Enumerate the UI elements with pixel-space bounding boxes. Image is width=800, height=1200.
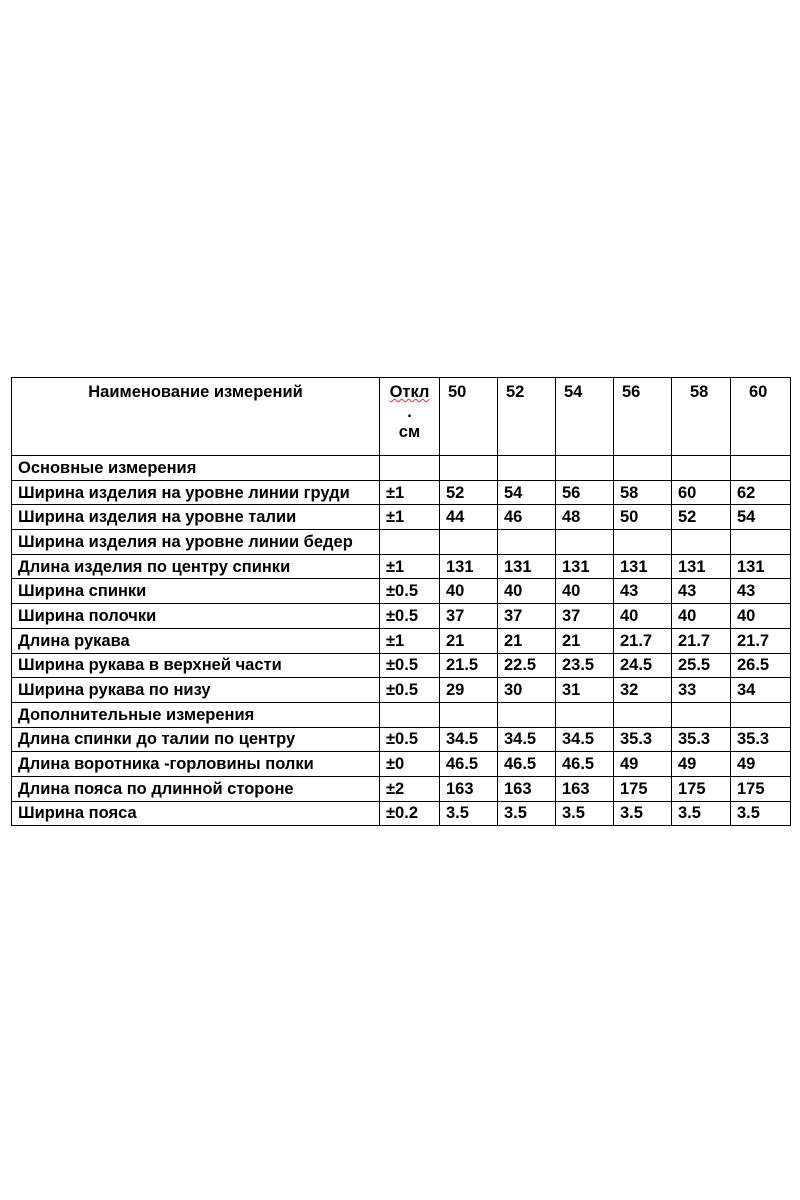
size-value-cell: 35.3 [731,727,791,752]
table-row [12,678,791,703]
header-size-56: 56 [614,378,672,456]
measurement-name-cell: Ширина рукава в верхней части [12,653,380,678]
size-value-cell: 50 [614,505,672,530]
tolerance-cell: ±0.5 [380,579,440,604]
size-value-cell: 49 [614,752,672,777]
size-value-cell: 3.5 [498,801,556,826]
measurement-name-cell: Ширина рукава по низу [12,678,380,703]
size-value-cell: 34.5 [556,727,614,752]
table-row [12,776,791,801]
size-value-cell: 131 [556,554,614,579]
size-value-cell [498,456,556,481]
size-value-cell: 35.3 [672,727,731,752]
table-row [12,480,791,505]
size-value-cell: 37 [556,604,614,629]
tolerance-cell: ±1 [380,505,440,530]
size-value-cell: 131 [440,554,498,579]
table-row [12,505,791,530]
size-value-cell: 32 [614,678,672,703]
tolerance-cell: ±0.5 [380,653,440,678]
size-value-cell: 131 [498,554,556,579]
size-value-cell [672,530,731,555]
measurement-name-cell: Длина пояса по длинной стороне [12,776,380,801]
header-tolerance-line2: . [407,403,412,421]
size-value-cell: 49 [731,752,791,777]
table-row [12,554,791,579]
table-row [12,752,791,777]
table-row [12,604,791,629]
tolerance-cell: ±1 [380,628,440,653]
size-value-cell: 34.5 [498,727,556,752]
size-value-cell: 163 [498,776,556,801]
size-value-cell [556,456,614,481]
size-value-cell: 37 [498,604,556,629]
table-row [12,456,791,481]
size-value-cell: 131 [672,554,731,579]
tolerance-cell: ±2 [380,776,440,801]
table-row [12,579,791,604]
size-value-cell: 35.3 [614,727,672,752]
tolerance-cell [380,456,440,481]
size-value-cell: 46.5 [556,752,614,777]
size-value-cell [556,530,614,555]
size-value-cell: 21 [440,628,498,653]
measurement-name-cell: Ширина изделия на уровне линии груди [12,480,380,505]
size-value-cell: 40 [440,579,498,604]
size-value-cell: 31 [556,678,614,703]
table-row [12,653,791,678]
size-value-cell: 48 [556,505,614,530]
measurement-name-cell: Длина изделия по центру спинки [12,554,380,579]
measurement-table [11,377,791,826]
size-value-cell: 40 [498,579,556,604]
size-value-cell: 3.5 [556,801,614,826]
table-row [12,530,791,555]
tolerance-cell: ±1 [380,554,440,579]
size-value-cell: 21 [556,628,614,653]
header-size-54: 54 [556,378,614,456]
size-value-cell: 175 [672,776,731,801]
size-value-cell: 175 [731,776,791,801]
size-value-cell [556,702,614,727]
tolerance-cell: ±0.5 [380,727,440,752]
size-value-cell: 22.5 [498,653,556,678]
size-value-cell [440,456,498,481]
measurement-name-cell: Длина спинки до талии по центру [12,727,380,752]
size-value-cell: 40 [672,604,731,629]
size-value-cell: 43 [614,579,672,604]
size-value-cell: 40 [556,579,614,604]
size-value-cell: 26.5 [731,653,791,678]
tolerance-cell: ±0.2 [380,801,440,826]
size-value-cell: 21 [498,628,556,653]
tolerance-cell [380,530,440,555]
header-size-58: 58 [672,378,731,456]
size-value-cell [672,702,731,727]
size-value-cell [614,530,672,555]
size-value-cell: 3.5 [614,801,672,826]
size-value-cell: 60 [672,480,731,505]
size-value-cell: 58 [614,480,672,505]
measurement-name-cell: Ширина пояса [12,801,380,826]
measurement-name-cell: Ширина изделия на уровне линии бедер [12,530,380,555]
measurement-name-cell: Длина воротника -горловины полки [12,752,380,777]
size-value-cell: 21.7 [614,628,672,653]
tolerance-cell [380,702,440,727]
size-value-cell: 21.5 [440,653,498,678]
measurement-name-cell: Ширина изделия на уровне талии [12,505,380,530]
size-value-cell: 49 [672,752,731,777]
size-value-cell [498,530,556,555]
header-tolerance-line3: см [398,423,421,441]
size-value-cell: 163 [556,776,614,801]
size-value-cell [440,530,498,555]
header-measurement-name: Наименование измерений [12,378,380,456]
table-row [12,801,791,826]
size-value-cell [440,702,498,727]
tolerance-cell: ±0 [380,752,440,777]
header-tolerance [380,378,440,456]
size-value-cell: 54 [731,505,791,530]
table-row [12,628,791,653]
tolerance-cell: ±0.5 [380,678,440,703]
size-value-cell: 46 [498,505,556,530]
measurement-name-cell: Основные измерения [12,456,380,481]
size-value-cell: 56 [556,480,614,505]
tolerance-cell: ±0.5 [380,604,440,629]
size-value-cell: 43 [672,579,731,604]
size-value-cell: 54 [498,480,556,505]
size-value-cell [731,530,791,555]
size-value-cell: 175 [614,776,672,801]
size-value-cell: 24.5 [614,653,672,678]
header-size-52: 52 [498,378,556,456]
size-value-cell [498,702,556,727]
size-value-cell: 25.5 [672,653,731,678]
size-value-cell [614,702,672,727]
size-value-cell: 131 [731,554,791,579]
size-value-cell: 37 [440,604,498,629]
size-value-cell: 30 [498,678,556,703]
size-value-cell: 23.5 [556,653,614,678]
table-header-row [12,378,791,456]
table-row [12,702,791,727]
size-value-cell: 40 [731,604,791,629]
size-value-cell: 131 [614,554,672,579]
header-size-60: 60 [731,378,791,456]
size-value-cell: 52 [672,505,731,530]
header-tolerance-line1: Откл [389,383,430,401]
size-value-cell: 163 [440,776,498,801]
size-value-cell [731,456,791,481]
size-value-cell: 52 [440,480,498,505]
size-value-cell: 3.5 [672,801,731,826]
size-value-cell: 34 [731,678,791,703]
size-value-cell: 34.5 [440,727,498,752]
measurement-name-cell: Ширина полочки [12,604,380,629]
size-value-cell: 3.5 [440,801,498,826]
size-value-cell: 3.5 [731,801,791,826]
tolerance-cell: ±1 [380,480,440,505]
measurement-name-cell: Дополнительные измерения [12,702,380,727]
size-value-cell: 46.5 [498,752,556,777]
size-value-cell [731,702,791,727]
size-value-cell: 33 [672,678,731,703]
size-value-cell: 46.5 [440,752,498,777]
size-value-cell: 21.7 [731,628,791,653]
size-value-cell: 43 [731,579,791,604]
size-value-cell [614,456,672,481]
measurement-name-cell: Длина рукава [12,628,380,653]
size-value-cell: 44 [440,505,498,530]
table-row [12,727,791,752]
header-size-50: 50 [440,378,498,456]
size-value-cell: 62 [731,480,791,505]
size-value-cell: 21.7 [672,628,731,653]
measurement-name-cell: Ширина спинки [12,579,380,604]
size-value-cell: 40 [614,604,672,629]
size-value-cell: 29 [440,678,498,703]
size-value-cell [672,456,731,481]
